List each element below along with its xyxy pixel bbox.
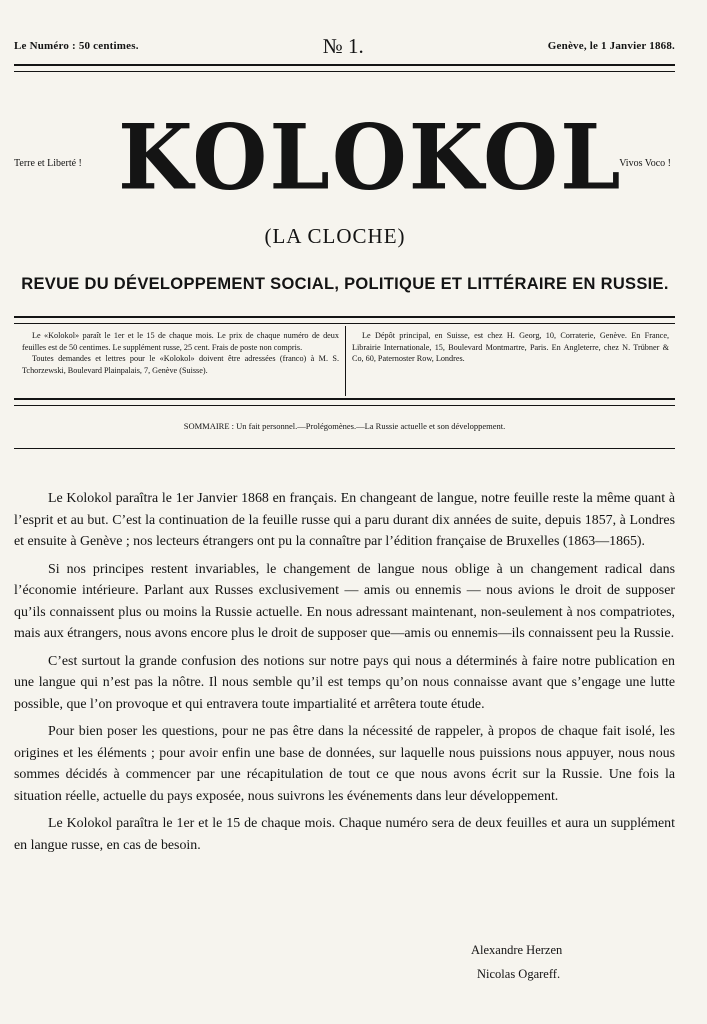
article-body — [14, 488, 675, 862]
motto-left: Terre et Liberté ! — [14, 158, 82, 169]
motto-right: Vivos Voco ! — [619, 158, 671, 169]
paragraph: Pour bien poser les questions, pour ne pas être dans la nécessité de rappeler, à propos de chaque fait isolé, les origines et les éléments ; pour avoir enfin une base de données, sur laquelle nous puissions nous appuyer, nous nous sommes décidés à commencer par une récapitulation de tout ce que nous avons écrit sur la Russie. Une fois la situation réelle, actuelle du pays exposée, nous suivrons les événements dans leur développement. — [14, 724, 675, 804]
table-of-contents: SOMMAIRE : Un fait personnel.—Prolégomènes.—La Russie actuelle et son développement. — [183, 421, 506, 431]
paragraph: Si nos principes restent invariables, le changement de langue nous oblige à un changement radical dans l’économie intérieure. Parlant aux Russes exclusivement — amis ou ennemis — nous avions le droit de supposer qu’ils connaissent plus ou moins la Russie actuelle. En nous adressant maintenant, non-seulement à nos compatriotes, mais aux étrangers, nous avons encore plus le droit de supposer que—amis ou ennemis—ils connaissent peu la Russie. — [14, 561, 675, 641]
signature-ogareff: Nicolas Ogareff. — [477, 967, 561, 981]
info-bottom-divider — [14, 398, 675, 406]
info-correspondence: Toutes demandes et lettres pour le «Kolokol» doivent être adressées (franco) à M. S. Tchorzewski, Boulevard Plainpalais, 7, Genève (Suisse). — [22, 354, 339, 375]
masthead — [0, 104, 707, 211]
issue-number: № 1. — [322, 33, 364, 58]
info-right-column — [346, 326, 675, 396]
issue-place-date: Genève, le 1 Janvier 1868. — [547, 40, 675, 52]
paragraph: Le Kolokol paraîtra le 1er et le 15 de chaque mois. Chaque numéro sera de deux feuilles et aura un supplément en langue russe, en cas de besoin. — [14, 816, 675, 853]
signatures — [471, 938, 611, 986]
header-line — [14, 34, 675, 58]
signature-herzen: Alexandre Herzen — [471, 943, 563, 957]
subscription-info — [14, 326, 675, 396]
paragraph: C’est surtout la grande confusion des notions sur notre pays qui nous a déterminés à faire notre publication en une langue qui n’est pas la nôtre. Il nous semble qu’il est temps qu’on nous connaisse avant que s’engage une lutte possible, que l’on provoque et qui entravera toute impartialité et arrêtera toute étude. — [14, 653, 675, 712]
info-left-column — [14, 326, 346, 396]
info-top-divider — [14, 316, 675, 324]
subtitle: (LA CLOCHE) — [264, 224, 406, 248]
paragraph: Le Kolokol paraîtra le 1er Janvier 1868 en français. En changeant de langue, notre feuille reste la même quant à l’esprit et au but. C’est la continuation de la feuille russe qui a paru durant dix années de suite, depuis 1857, à Londres et ensuite à Genève ; nos lecteurs étrangers ont pu la connaître par l’édition française de Bruxelles (1863—1865). — [14, 491, 675, 549]
revue-tagline: REVUE DU DÉVELOPPEMENT SOCIAL, POLITIQUE ET LITTÉRAIRE EN RUSSIE. — [21, 275, 669, 293]
newspaper-title: KOLOKOL — [118, 104, 623, 211]
sommaire-divider — [14, 448, 675, 449]
info-depots: Le Dépôt principal, en Suisse, est chez H. Georg, 10, Corraterie, Genève. En France, Librairie Internationale, 15, Boulevard Montmartre, Paris. En Angleterre, chez N. Trübner & Co, 60, Paternoster Row, Londres. — [352, 331, 669, 364]
header-divider — [14, 64, 675, 72]
issue-price: Le Numéro : 50 centimes. — [14, 40, 139, 52]
info-publication-terms: Le «Kolokol» paraît le 1er et le 15 de chaque mois. Le prix de chaque numéro de deux feuilles est de 50 centimes. Le supplément russe, 25 cent. Frais de poste non compris. — [22, 331, 339, 352]
